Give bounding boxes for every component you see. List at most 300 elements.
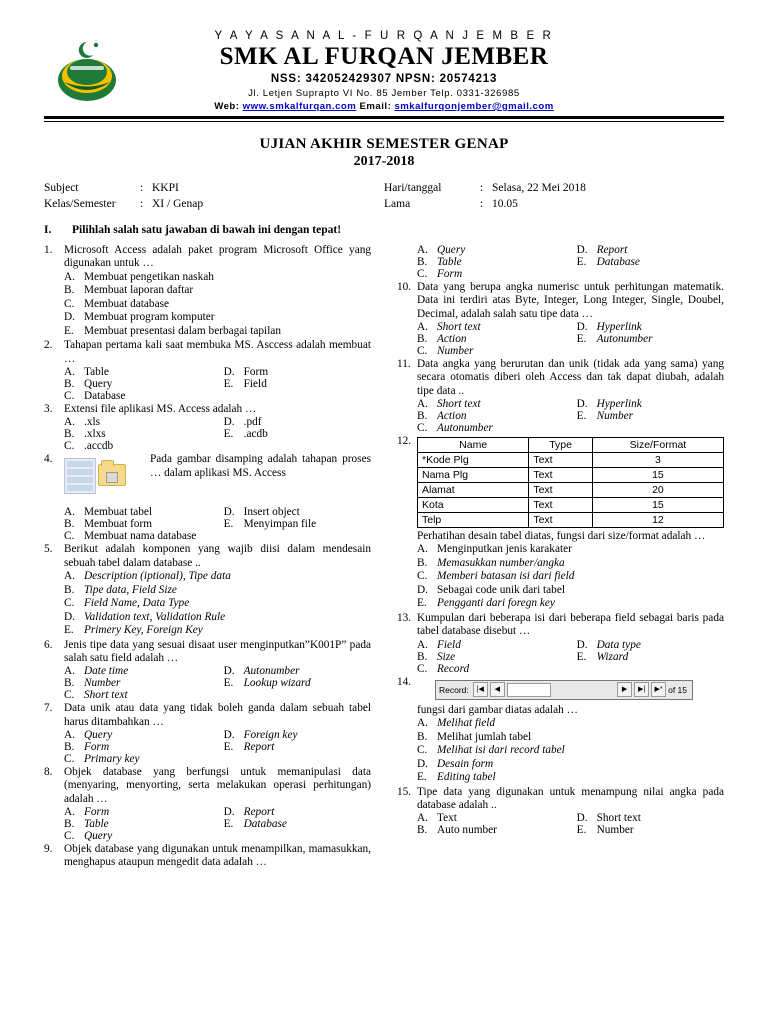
option-text: Hyperlink bbox=[596, 320, 642, 333]
option-right bbox=[224, 741, 371, 753]
record-navigation-bar bbox=[435, 680, 693, 700]
email-label: Email: bbox=[359, 101, 392, 112]
option-left bbox=[64, 416, 224, 428]
option-pair-row bbox=[417, 422, 724, 434]
option-letter: D. bbox=[223, 665, 235, 678]
option-text: Query bbox=[84, 830, 113, 843]
question-text: Objek database yang berfungsi untuk memanipulasi data (menyaring, menyorting, serta melakukan operasi perhitungan) adalah … bbox=[64, 766, 371, 805]
option-row bbox=[64, 624, 371, 638]
website-link[interactable]: www.smkalfurqan.com bbox=[242, 101, 357, 112]
option-text: Number bbox=[437, 344, 474, 357]
school-name: SMK AL FURQAN JEMBER bbox=[219, 43, 549, 70]
question-item bbox=[397, 435, 724, 611]
option-letter: D. bbox=[576, 244, 588, 256]
option-text: Membuat tabel bbox=[84, 506, 153, 519]
question-body bbox=[417, 786, 724, 837]
question-number: 7. bbox=[44, 702, 53, 715]
option-left bbox=[64, 689, 224, 701]
option-left bbox=[64, 506, 224, 518]
option-letter: E. bbox=[223, 378, 234, 391]
questions-left-column bbox=[44, 244, 371, 871]
table-cell: Text bbox=[529, 512, 592, 527]
option-text: Membuat laporan daftar bbox=[84, 284, 194, 297]
question-text: Kumpulan dari beberapa isi dari beberapa field sebagai baris pada tabel database disebut … bbox=[417, 612, 724, 638]
option-pair-row bbox=[64, 428, 371, 440]
table-row bbox=[418, 512, 724, 527]
option-letter: D. bbox=[223, 806, 235, 819]
subject-label: Subject bbox=[44, 182, 79, 194]
option-text: .pdf bbox=[243, 416, 262, 429]
question-item bbox=[397, 244, 724, 280]
option-letter: A. bbox=[64, 270, 75, 283]
options-list bbox=[64, 271, 371, 339]
previous-record-button[interactable]: ◀ bbox=[490, 682, 505, 697]
question-item bbox=[44, 639, 371, 702]
option-text: Form bbox=[84, 806, 110, 819]
question-item bbox=[44, 843, 371, 870]
option-text: Membuat pengetikan naskah bbox=[84, 270, 214, 283]
option-letter: C. bbox=[417, 744, 428, 757]
question-body bbox=[64, 339, 371, 402]
option-row bbox=[417, 570, 724, 584]
question-text: Microsoft Access adalah paket program Microsoft Office yang digunakan untuk … bbox=[64, 244, 371, 270]
option-letter: C. bbox=[417, 268, 428, 280]
school-ids: NSS: 342052429307 NPSN: 20574213 bbox=[270, 73, 498, 85]
option-text: Primery Key, Foreign Key bbox=[84, 624, 203, 637]
option-pair-row bbox=[64, 440, 371, 452]
question-number: 13. bbox=[397, 612, 412, 625]
option-letter: E. bbox=[576, 256, 587, 268]
question-number: 12. bbox=[397, 434, 412, 447]
instruction-number: I. bbox=[44, 224, 52, 236]
option-left bbox=[417, 651, 577, 663]
meta-left-column bbox=[44, 182, 384, 210]
option-left bbox=[64, 440, 224, 452]
option-row bbox=[64, 597, 371, 611]
option-right bbox=[577, 333, 724, 345]
option-text: .xls bbox=[84, 416, 101, 429]
question-body bbox=[64, 244, 371, 338]
question-text: Jenis tipe data yang sesuai disaat user menginputkan”K001P” pada salah satu field adalah … bbox=[64, 638, 371, 665]
table-cell: 20 bbox=[592, 482, 723, 497]
option-right bbox=[224, 440, 371, 452]
options-list bbox=[417, 244, 724, 280]
question-text: Tipe data yang digunakan untuk menampung nilai angka pada database adalah .. bbox=[417, 785, 724, 812]
option-left bbox=[64, 366, 224, 378]
option-text: Short text bbox=[437, 397, 481, 410]
options-list bbox=[417, 543, 724, 611]
option-text: Short text bbox=[437, 320, 481, 333]
option-left bbox=[64, 741, 224, 753]
option-letter: B. bbox=[417, 650, 428, 663]
option-pair-row bbox=[64, 390, 371, 402]
question-number: 10. bbox=[397, 281, 412, 293]
option-letter: C. bbox=[417, 344, 428, 357]
date-colon: : bbox=[480, 182, 484, 194]
option-text: Memasukkan number/angka bbox=[437, 556, 565, 569]
option-pair-row bbox=[417, 345, 724, 357]
option-letter: C. bbox=[64, 440, 75, 453]
option-letter: C. bbox=[64, 530, 75, 543]
table-cell: 12 bbox=[592, 512, 723, 527]
option-letter: B. bbox=[64, 677, 75, 690]
option-letter: A. bbox=[417, 397, 428, 410]
class-value: XI / Genap bbox=[152, 198, 204, 210]
option-pair-row bbox=[417, 244, 724, 256]
question-number: 8. bbox=[44, 766, 53, 779]
option-letter: B. bbox=[417, 730, 428, 743]
option-letter: E. bbox=[223, 741, 234, 754]
option-letter: A. bbox=[64, 506, 75, 519]
option-letter: D. bbox=[576, 397, 588, 410]
options-list bbox=[417, 812, 724, 836]
table-row bbox=[418, 482, 724, 497]
option-text: Table bbox=[84, 818, 109, 831]
option-text: Short text bbox=[84, 689, 128, 702]
table-cell: Text bbox=[529, 497, 592, 512]
question-number: 2. bbox=[44, 339, 53, 352]
option-right bbox=[577, 256, 724, 268]
class-colon: : bbox=[140, 198, 144, 210]
option-text: Description (iptional), Tipe data bbox=[84, 570, 231, 583]
option-pair-row bbox=[417, 410, 724, 422]
option-text: Autonumber bbox=[437, 421, 493, 434]
option-letter: A. bbox=[64, 366, 75, 379]
new-record-button[interactable]: ▶* bbox=[651, 682, 666, 697]
option-left bbox=[64, 753, 224, 765]
option-text: Melihat jumlah tabel bbox=[437, 730, 532, 743]
option-text: Database bbox=[596, 256, 640, 268]
option-text: Number bbox=[84, 677, 121, 690]
question-item bbox=[397, 281, 724, 357]
question-text: Berikut adalah komponen yang wajib diisi dalam mendesain sebuah tabel dalam database .. bbox=[64, 543, 371, 569]
option-left bbox=[64, 518, 224, 530]
question-text: Objek database yang digunakan untuk menampilkan, mamasukkan, menghapus ataupun mengedit data adalah … bbox=[64, 843, 371, 869]
option-right bbox=[224, 366, 371, 378]
instruction bbox=[44, 224, 724, 236]
option-right bbox=[224, 677, 371, 689]
option-left bbox=[417, 244, 577, 256]
question-body bbox=[64, 702, 371, 765]
options-list bbox=[417, 398, 724, 434]
option-text: Field bbox=[437, 638, 461, 651]
duration-colon: : bbox=[480, 198, 484, 210]
option-text: Data type bbox=[596, 638, 641, 651]
record-number-input[interactable] bbox=[507, 683, 551, 697]
option-letter: B. bbox=[417, 824, 428, 837]
option-letter: C. bbox=[64, 297, 75, 310]
option-text: Action bbox=[437, 332, 467, 345]
meta-right-column bbox=[384, 182, 724, 210]
question-number: 1. bbox=[44, 244, 53, 256]
option-left bbox=[64, 818, 224, 830]
option-text: Table bbox=[84, 366, 109, 379]
option-text: Number bbox=[596, 824, 634, 837]
option-letter: A. bbox=[64, 570, 75, 583]
question-body bbox=[64, 843, 371, 870]
table-cell: Text bbox=[529, 467, 592, 482]
next-record-button[interactable]: ▶ bbox=[617, 682, 632, 697]
letterhead bbox=[44, 30, 724, 122]
table-cell: Alamat bbox=[418, 482, 529, 497]
option-text: Membuat form bbox=[84, 518, 153, 531]
option-right bbox=[577, 244, 724, 256]
option-letter: E. bbox=[223, 818, 234, 831]
option-left bbox=[64, 830, 224, 842]
subject-value: KKPI bbox=[152, 182, 179, 194]
option-text: Size bbox=[437, 650, 456, 663]
option-letter: B. bbox=[64, 428, 75, 441]
question-with-image bbox=[64, 453, 371, 506]
option-right bbox=[577, 639, 724, 651]
table-design-preview bbox=[417, 437, 724, 528]
option-pair-row bbox=[64, 806, 371, 818]
option-text: Form bbox=[243, 366, 269, 379]
option-row bbox=[417, 584, 724, 598]
question-item bbox=[44, 339, 371, 402]
option-text: Report bbox=[243, 806, 275, 819]
option-letter: E. bbox=[576, 824, 587, 837]
option-pair-row bbox=[64, 366, 371, 378]
exam-meta bbox=[44, 182, 724, 210]
question-text: Perhatihan desain tabel diatas, fungsi dari size/format adalah … bbox=[417, 529, 706, 542]
foundation-name: Y A Y A S A N A L - F U R Q A N J E M B E R bbox=[214, 30, 554, 42]
question-text: fungsi dari gambar diatas adalah … bbox=[417, 703, 578, 716]
option-right bbox=[224, 506, 371, 518]
question-item bbox=[44, 403, 371, 452]
question-text: Pada gambar disamping adalah tahapan proses … dalam aplikasi MS. Access bbox=[150, 453, 371, 479]
option-letter: B. bbox=[64, 741, 75, 754]
question-item bbox=[44, 453, 371, 542]
option-text: .accdb bbox=[84, 440, 114, 453]
option-right bbox=[577, 268, 724, 280]
question-text: Extensi file aplikasi MS. Access adalah … bbox=[64, 403, 257, 416]
options-list bbox=[64, 806, 371, 842]
table-header-cell: Name bbox=[418, 437, 529, 452]
class-label: Kelas/Semester bbox=[44, 198, 116, 210]
option-pair-row bbox=[64, 665, 371, 677]
question-number bbox=[397, 244, 417, 280]
option-letter: D. bbox=[223, 729, 235, 742]
option-text: Date time bbox=[84, 665, 129, 678]
exam-year: 2017-2018 bbox=[353, 154, 415, 169]
table-header-cell: Size/Format bbox=[592, 437, 723, 452]
option-row bbox=[64, 298, 371, 312]
option-text: .acdb bbox=[243, 428, 268, 441]
option-letter: A. bbox=[417, 543, 428, 556]
option-letter: E. bbox=[417, 771, 427, 784]
option-text: .xlxs bbox=[84, 428, 106, 441]
option-letter: A. bbox=[417, 812, 428, 825]
options-list bbox=[417, 321, 724, 357]
option-text: Validation text, Validation Rule bbox=[84, 610, 226, 623]
meta-row-class bbox=[44, 198, 384, 210]
option-letter: A. bbox=[417, 638, 428, 651]
option-right bbox=[577, 321, 724, 333]
option-row bbox=[417, 543, 724, 557]
record-label: Record: bbox=[439, 684, 469, 695]
option-left bbox=[64, 806, 224, 818]
question-body bbox=[417, 435, 724, 611]
option-letter: A. bbox=[417, 244, 428, 256]
header-rule-thin bbox=[44, 121, 724, 122]
option-row bbox=[417, 731, 724, 745]
option-letter: E. bbox=[64, 324, 74, 337]
school-address: Jl. Letjen Suprapto VI No. 85 Jember Telp. 0331-326985 bbox=[248, 88, 520, 99]
option-letter: C. bbox=[64, 390, 75, 403]
option-pair-row bbox=[417, 333, 724, 345]
option-right bbox=[224, 518, 371, 530]
option-pair-row bbox=[64, 830, 371, 842]
option-right bbox=[224, 818, 371, 830]
option-pair-row bbox=[64, 378, 371, 390]
option-right bbox=[224, 390, 371, 402]
option-row bbox=[64, 570, 371, 584]
option-left bbox=[417, 639, 577, 651]
option-row bbox=[64, 325, 371, 339]
options-list bbox=[417, 639, 724, 675]
option-text: Autonumber bbox=[596, 332, 653, 345]
option-text: Membuat nama database bbox=[84, 530, 197, 543]
option-letter: D. bbox=[64, 610, 75, 623]
option-letter: C. bbox=[417, 570, 428, 583]
option-left bbox=[417, 812, 577, 824]
option-text: Table bbox=[437, 256, 462, 268]
option-letter: A. bbox=[417, 320, 428, 333]
option-letter: A. bbox=[64, 416, 75, 429]
option-left bbox=[417, 268, 577, 280]
option-letter: B. bbox=[64, 583, 75, 596]
option-pair-row bbox=[64, 506, 371, 518]
table-cell: Kota bbox=[418, 497, 529, 512]
option-letter: D. bbox=[417, 583, 428, 596]
question-body bbox=[64, 543, 371, 637]
option-right bbox=[224, 428, 371, 440]
option-letter: C. bbox=[64, 689, 75, 702]
option-text: Wizard bbox=[596, 650, 629, 663]
option-text: Editing tabel bbox=[437, 771, 496, 784]
option-right bbox=[577, 345, 724, 357]
option-letter: B. bbox=[64, 518, 75, 531]
option-left bbox=[64, 729, 224, 741]
option-pair-row bbox=[417, 824, 724, 836]
table-cell: *Kode Plg bbox=[418, 452, 529, 467]
option-letter: E. bbox=[223, 677, 234, 690]
option-right bbox=[224, 665, 371, 677]
option-row bbox=[417, 717, 724, 731]
option-letter: B. bbox=[64, 284, 75, 297]
option-text: Tipe data, Field Size bbox=[84, 583, 177, 596]
access-save-dialog-thumbnail bbox=[64, 454, 142, 506]
subject-colon: : bbox=[140, 182, 144, 194]
question-number: 4. bbox=[44, 453, 53, 466]
question-body bbox=[64, 403, 371, 452]
option-letter: D. bbox=[417, 757, 428, 770]
option-letter: D. bbox=[576, 320, 588, 333]
table-header-row bbox=[418, 437, 724, 452]
last-record-button[interactable]: ▶| bbox=[634, 682, 649, 697]
option-pair-row bbox=[64, 818, 371, 830]
question-item bbox=[44, 244, 371, 338]
question-number: 11. bbox=[397, 357, 411, 370]
option-text: Insert object bbox=[243, 506, 300, 519]
table-row bbox=[418, 452, 724, 467]
question-body bbox=[417, 612, 724, 675]
option-row bbox=[64, 271, 371, 285]
option-text: Pengganti dari foregn key bbox=[437, 597, 555, 610]
question-body bbox=[417, 676, 724, 785]
option-left bbox=[64, 428, 224, 440]
option-text: Lookup wizard bbox=[243, 677, 311, 690]
option-text: Membuat presentasi dalam berbagai tapilan bbox=[84, 324, 281, 337]
option-letter: B. bbox=[64, 378, 75, 391]
email-link[interactable]: smkalfurqonjember@gmail.com bbox=[394, 101, 554, 112]
option-right bbox=[224, 530, 371, 542]
question-body bbox=[417, 358, 724, 434]
table-cell: Text bbox=[529, 482, 592, 497]
exam-title: UJIAN AKHIR SEMESTER GENAP bbox=[259, 136, 509, 152]
duration-value: 10.05 bbox=[492, 198, 518, 210]
option-letter: E. bbox=[64, 624, 74, 637]
option-right bbox=[224, 806, 371, 818]
options-list bbox=[64, 366, 371, 402]
question-body bbox=[417, 244, 724, 280]
option-letter: E. bbox=[576, 409, 587, 422]
question-item bbox=[397, 786, 724, 837]
option-pair-row bbox=[64, 518, 371, 530]
option-row bbox=[417, 744, 724, 758]
question-text: Tahapan pertama kali saat membuka MS. Asccess adalah membuat … bbox=[64, 339, 371, 365]
option-pair-row bbox=[64, 416, 371, 428]
option-row bbox=[64, 584, 371, 598]
option-right bbox=[577, 651, 724, 663]
option-row bbox=[417, 771, 724, 785]
option-text: Action bbox=[437, 409, 467, 422]
option-right bbox=[224, 753, 371, 765]
question-number: 9. bbox=[44, 843, 53, 856]
meta-row-date bbox=[384, 182, 724, 194]
option-left bbox=[417, 398, 577, 410]
options-list bbox=[64, 570, 371, 638]
option-pair-row bbox=[64, 530, 371, 542]
table-row bbox=[418, 467, 724, 482]
option-letter: D. bbox=[64, 311, 75, 324]
option-letter: A. bbox=[64, 665, 75, 678]
table-row bbox=[418, 497, 724, 512]
option-left bbox=[64, 665, 224, 677]
option-row bbox=[64, 284, 371, 298]
option-letter: C. bbox=[64, 830, 75, 843]
option-letter: B. bbox=[417, 556, 428, 569]
option-text: Query bbox=[437, 244, 466, 256]
option-letter: A. bbox=[417, 717, 428, 730]
option-left bbox=[64, 530, 224, 542]
option-letter: E. bbox=[576, 650, 587, 663]
option-letter: B. bbox=[64, 818, 75, 831]
option-row bbox=[64, 611, 371, 625]
first-record-button[interactable]: |◀ bbox=[473, 682, 488, 697]
option-left bbox=[64, 390, 224, 402]
date-value: Selasa, 22 Mei 2018 bbox=[492, 182, 586, 194]
option-letter: B. bbox=[417, 332, 428, 345]
question-item bbox=[397, 676, 724, 785]
table-cell: 15 bbox=[592, 497, 723, 512]
option-letter: D. bbox=[223, 366, 235, 379]
option-letter: C. bbox=[64, 753, 75, 766]
option-text: Primary key bbox=[84, 753, 140, 766]
option-pair-row bbox=[64, 677, 371, 689]
options-list bbox=[64, 506, 371, 542]
